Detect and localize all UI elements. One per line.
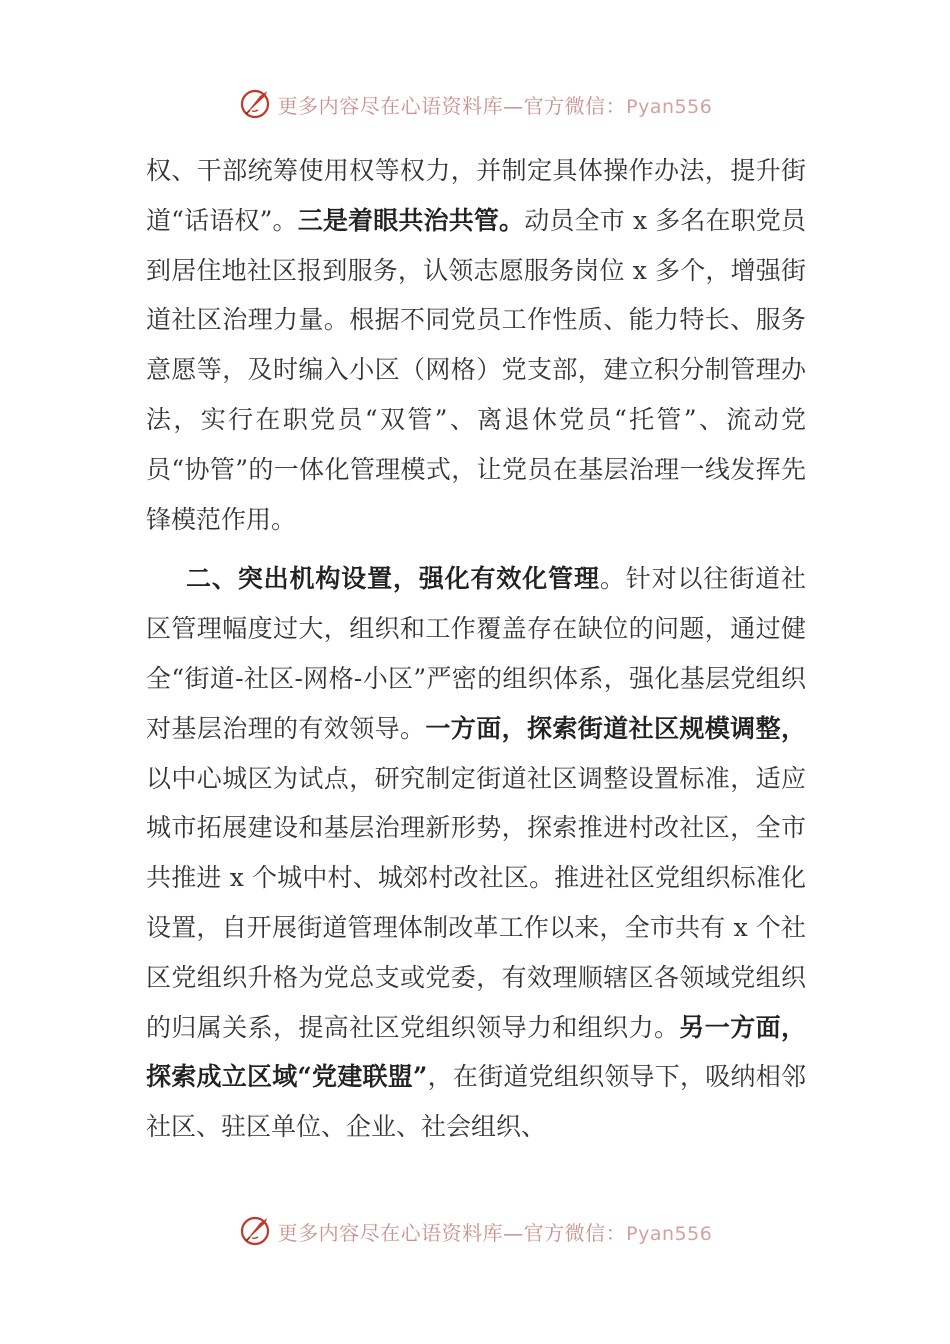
quill-pen-circle-icon xyxy=(238,87,272,121)
banner-separator: — xyxy=(503,93,524,118)
banner-text xyxy=(278,1217,713,1246)
paragraph-1 xyxy=(146,146,806,544)
banner-site-text: 更多内容尽在心语资料库 xyxy=(277,93,504,118)
p1-bold-1: 三是着眼共治共管。 xyxy=(297,205,525,235)
p2-bold-1: 一方面，探索街道社区规模调整， xyxy=(425,713,806,743)
banner-wechat-label: 官方微信： xyxy=(523,93,627,118)
quill-pen-circle-icon xyxy=(238,1214,272,1248)
document-body xyxy=(146,146,806,1152)
p2-bold-2: 另一方面，探索成立区域“党建联盟” xyxy=(146,1012,806,1092)
p1-text-2: 动员全市 x 多名在职党员到居住地社区报到服务，认领志愿服务岗位 x 多个，增强街道社区治理力量。根据不同党员工作性质、能力特长、服务意愿等，及时编入小区（网格）党支部，建立积分制管理办法，实行在职党员“双管”、离退休党员“托管”、流动党员“协管”的一体化管理模式，让党员在基层治理一线发挥先锋模范作用。 xyxy=(146,205,806,534)
banner-wechat-id: Pyan556 xyxy=(626,95,713,118)
footer-banner xyxy=(0,1211,950,1251)
banner-text xyxy=(278,90,713,119)
paragraph-2 xyxy=(146,554,806,1152)
banner-wechat-label: 官方微信： xyxy=(523,1220,627,1245)
p2-text-2: 以中心城区为试点，研究制定街道社区调整设置标准，适应城市拓展建设和基层治理新形势，探索推进村改社区，全市共推进 x 个城中村、城郊村改社区。推进社区党组织标准化设置，自开展街道管理体制改革工作以来，全市共有 x 个社区党组织升格为党总支或党委，有效理顺辖区各领域党组织的归属关系，提高社区党组织领导力和组织力。 xyxy=(146,763,806,1042)
banner-wechat-id: Pyan556 xyxy=(626,1222,713,1245)
p2-text-1: 。针对以往街道社区管理幅度过大，组织和工作覆盖存在缺位的问题，通过健全“街道-社区-网格-小区”严密的组织体系，强化基层党组织对基层治理的有效领导。 xyxy=(146,564,806,743)
p2-text-3: ，在街道党组织领导下，吸纳相邻社区、驻区单位、企业、社会组织、 xyxy=(146,1062,806,1142)
p1-text-1: 权、干部统筹使用权等权力，并制定具体操作办法，提升街道“话语权”。 xyxy=(146,156,806,235)
p2-heading: 二、突出机构设置，强化有效化管理 xyxy=(186,564,600,594)
banner-site-text: 更多内容尽在心语资料库 xyxy=(277,1220,504,1245)
banner-separator: — xyxy=(503,1220,524,1245)
header-banner xyxy=(0,84,950,124)
